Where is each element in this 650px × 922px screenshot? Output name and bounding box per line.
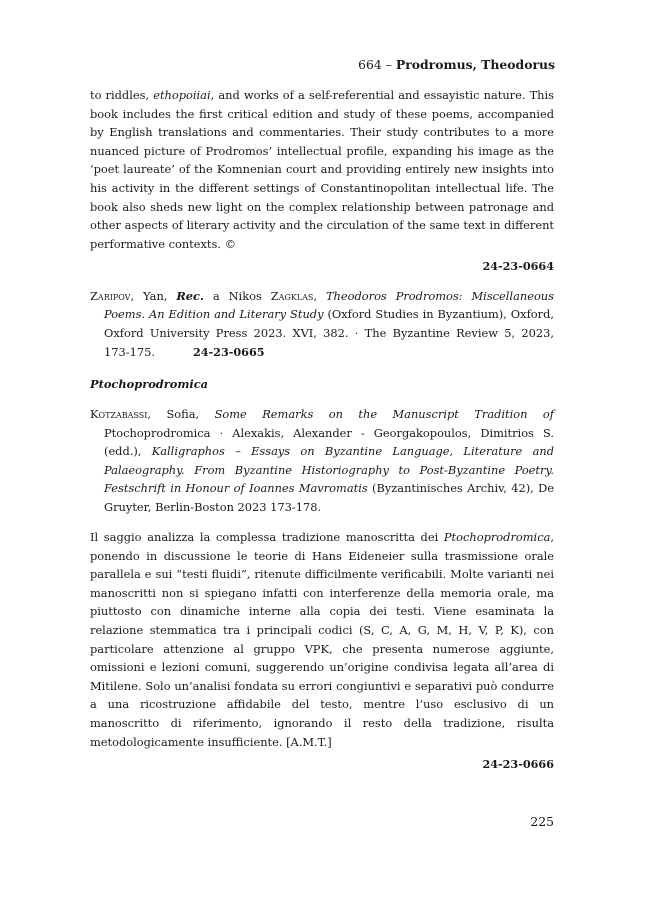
reference-number-0664: 24-23-0664 (482, 259, 554, 274)
entry-text: , (313, 288, 326, 303)
folio-page-number: 225 (530, 814, 554, 829)
entry-text: , Yan, (130, 288, 177, 303)
abstract-italic: Ptochoprodromica (443, 530, 551, 545)
entry-author: Kotzabassi (90, 407, 148, 422)
intro-paragraph (90, 86, 554, 253)
page-body (90, 86, 554, 773)
abstract-paragraph (90, 528, 554, 751)
intro-text-1: to riddles, (90, 88, 154, 102)
intro-text-2: , and works of a self-referential and essayistic nature. This book includes the first critical edition and study of these poems, accompanied by English translations and commentaries. Their study contributes to a more nuanced picture of Prodromos’ intellectual profile, expanding his image as the ‘poet laureate’ of the Komnenian court and providing entirely new insights into his activity in the different settings of Constantinopolitan intellectual life. The book also sheds new light on the complex relationship between patronage and other aspects of literary activity and the circulation of the same text in different performative contexts. © (90, 88, 555, 251)
intro-italic: ethopoiiai (153, 88, 211, 102)
header-page-number: 664 (358, 57, 382, 72)
entry-kotzabassi (90, 405, 554, 517)
running-header (358, 57, 555, 72)
section-heading: Ptochoprodromica (90, 377, 209, 392)
reference-number-0665: 24-23-0665 (192, 344, 265, 359)
reference-number-0666: 24-23-0666 (482, 757, 554, 772)
entry-title: Some Remarks on the Manuscript Tradition of (214, 407, 554, 422)
entry-text: Ptochoprodromica · Alexakis, Alexander - Georgakopoulos, Dimitrios S. (edd.), (104, 425, 554, 459)
entry-zaripov (90, 287, 554, 361)
entry-author: Zaripov (90, 288, 131, 303)
entry-text: a Nikos (203, 288, 271, 303)
abstract-text-2: , ponendo in discussione le teorie di Hans Eideneier sulla trasmissione orale parallela e sui “testi fluidi”, ritenute difficilmente verificabili. Molte varianti nei manoscritti non si spiegano infatti con interferenze della memoria orale, ma piuttosto con dinamiche interne alla copia dei testi. Viene esaminata la relazione stemmatica tra i principali codici (S, C, A, G, M, H, V, P, K), con particolare attenzione al gruppo VPK, che presenta numerose aggiunte, omissioni e lezioni comuni, suggerendo un’origine condivisa legata all’area di Mitilene. Solo un’analisi fondata su errori congiuntivi e separativi può condurre a una ricostruzione affidabile del testo, mentre l’uso esclusivo di un manoscritto di riferimento, ignorando il resto della tradizione, risulta metodologicamente insufficiente. [A.M.T.] (90, 530, 554, 749)
entry-title: Theodoros Prodromos: Miscellaneous Poems. An Edition and Literary Study (104, 288, 554, 322)
entry-author-reviewed: Zagklas (270, 288, 314, 303)
entry-rec: Rec. (176, 288, 204, 303)
entry-text: (Oxford Studies in Byzantium), Oxford, Oxford University Press 2023. XVI, 382. · The Byzantine Review 5, 2023, 173-175. (104, 307, 555, 359)
entry-text: (Byzantinisches Archiv, 42), De Gruyter, Berlin-Boston 2023 173-178. (104, 481, 554, 515)
entry-volume-title: Kalligraphos – Essays on Byzantine Language, Literature and Palaeography. From Byzantine Historiography to Post-Byzantine Poetry. Festschrift in Honour of Ioannes Mavromatis (104, 444, 554, 496)
header-separator: – (381, 57, 396, 72)
entry-text: , Sofia, (147, 407, 215, 422)
abstract-text-1: Il saggio analizza la complessa tradizione manoscritta dei (90, 530, 444, 545)
header-title: Prodromus, Theodorus (395, 57, 555, 72)
